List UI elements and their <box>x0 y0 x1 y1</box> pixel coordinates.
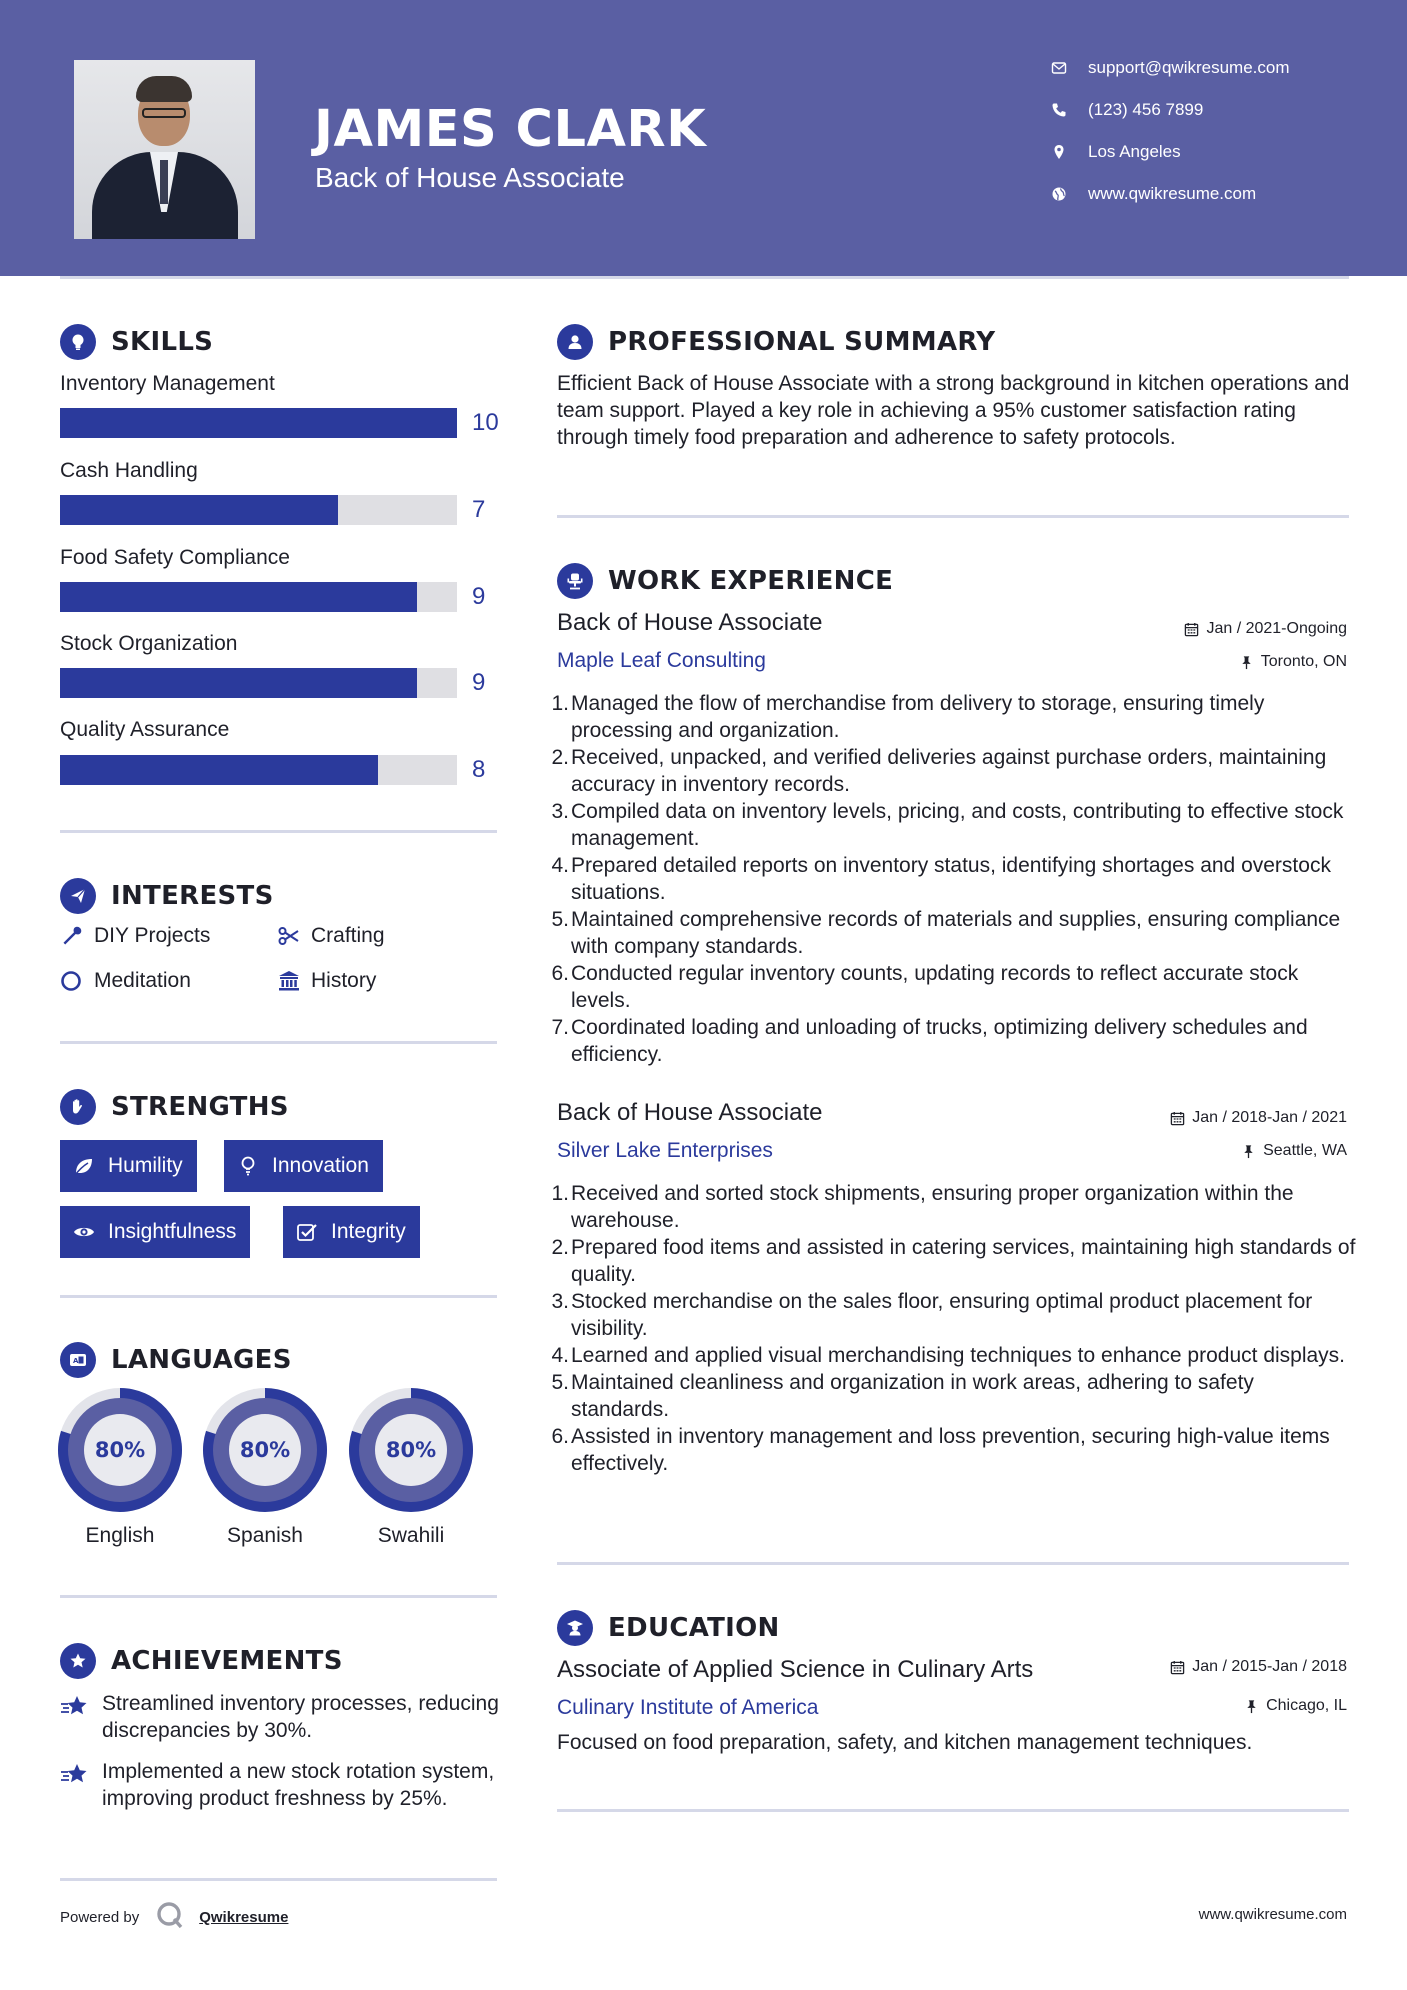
office-chair-icon <box>557 563 593 599</box>
skill-bar <box>60 668 457 698</box>
language-percent: 80% <box>385 1438 437 1462</box>
language-progress-ring <box>349 1388 473 1512</box>
candidate-name: JAMES CLARK <box>314 100 707 159</box>
skill-value: 10 <box>472 409 499 436</box>
job-location <box>1239 653 1347 671</box>
education-heading <box>557 1610 780 1646</box>
strength-label: Innovation <box>272 1154 369 1177</box>
interest-item <box>277 924 385 948</box>
job-bullet: 3. Compiled data on inventory levels, pricing, and costs, contributing to effective stock management. <box>551 800 1344 850</box>
skill-label: Food Safety Compliance <box>60 546 290 569</box>
job-bullet: 1. Received and sorted stock shipments, ensuring proper organization within the warehouse. <box>551 1182 1294 1232</box>
job-bullets <box>551 690 1357 1068</box>
translate-icon <box>60 1342 96 1378</box>
skill-value: 7 <box>472 496 486 523</box>
lightbulb-icon <box>236 1154 260 1178</box>
language-name: English <box>85 1524 155 1547</box>
education-degree: Associate of Applied Science in Culinary Arts <box>557 1656 1034 1683</box>
job-bullet: 5. Maintained comprehensive records of materials and supplies, ensuring compliance with company standards. <box>551 908 1341 958</box>
strength-badge <box>224 1140 383 1192</box>
company-name: Maple Leaf Consulting <box>557 649 766 672</box>
strength-badge <box>60 1140 197 1192</box>
wrench-icon <box>60 924 84 948</box>
interests-title: INTERESTS <box>111 881 274 911</box>
globe-icon <box>1050 185 1068 203</box>
contact-email[interactable] <box>1050 58 1290 78</box>
section-divider <box>557 515 1349 518</box>
section-divider <box>557 1562 1349 1565</box>
paper-plane-icon <box>60 878 96 914</box>
phone-icon <box>1050 101 1068 119</box>
achievement-text: Streamlined inventory processes, reducing discrepancies by 30%. <box>102 1692 499 1742</box>
achievement-item <box>60 1758 500 1812</box>
circle-icon <box>60 969 84 993</box>
interest-item <box>60 969 191 993</box>
language-name: Spanish <box>227 1524 303 1547</box>
calendar-icon <box>1170 1111 1185 1126</box>
pushpin-icon <box>1239 655 1254 670</box>
education-location-text: Chicago, IL <box>1266 1697 1347 1714</box>
strengths-title: STRENGTHS <box>111 1092 289 1122</box>
achievement-text: Implemented a new stock rotation system, improving product freshness by 25%. <box>102 1760 495 1810</box>
company-name: Silver Lake Enterprises <box>557 1139 773 1162</box>
skill-label: Quality Assurance <box>60 718 230 741</box>
section-divider <box>60 830 497 833</box>
contact-email-text: support@qwikresume.com <box>1088 58 1290 77</box>
job-title: Back of House Associate <box>557 1099 823 1126</box>
leaf-icon <box>72 1154 96 1178</box>
languages-title: LANGUAGES <box>111 1345 292 1375</box>
job-bullet: 4. Learned and applied visual merchandising techniques to enhance product displays. <box>551 1344 1346 1367</box>
job-bullet: 2. Received, unpacked, and verified deliveries against purchase orders, maintaining accuracy in inventory records. <box>551 746 1327 796</box>
contact-phone-text: (123) 456 7899 <box>1088 100 1204 119</box>
footer-powered-by <box>60 1900 288 1934</box>
job-bullet: 2. Prepared food items and assisted in catering services, maintaining high standards of quality. <box>551 1236 1356 1286</box>
job-bullet: 1. Managed the flow of merchandise from delivery to storage, ensuring timely processing and organization. <box>551 692 1265 742</box>
skill-bar <box>60 755 457 785</box>
strengths-heading <box>60 1089 289 1125</box>
summary-title: PROFESSIONAL SUMMARY <box>608 327 996 357</box>
strength-badge <box>60 1206 250 1258</box>
language-item <box>203 1388 327 1548</box>
skill-label: Stock Organization <box>60 632 238 655</box>
job-location-text: Toronto, ON <box>1260 653 1347 670</box>
contact-location-text: Los Angeles <box>1088 142 1181 161</box>
skill-label: Cash Handling <box>60 459 198 482</box>
education-date <box>1170 1658 1347 1676</box>
job-location <box>1241 1142 1347 1160</box>
strength-label: Insightfulness <box>108 1220 237 1243</box>
job-date-text: Jan / 2021-Ongoing <box>1206 620 1347 637</box>
header-divider <box>60 276 1349 279</box>
language-name: Swahili <box>377 1524 445 1547</box>
skill-value: 9 <box>472 583 486 610</box>
skills-title: SKILLS <box>111 327 214 357</box>
star-icon <box>60 1760 90 1790</box>
section-divider <box>60 1878 497 1881</box>
job-bullet: 7. Coordinated loading and unloading of trucks, optimizing delivery schedules and efficiency. <box>551 1016 1308 1066</box>
section-divider <box>60 1595 497 1598</box>
star-icon <box>60 1692 90 1722</box>
pushpin-icon <box>1241 1144 1256 1159</box>
section-divider <box>60 1041 497 1044</box>
language-item <box>58 1388 182 1548</box>
skill-bar-fill <box>60 755 378 785</box>
skill-bar <box>60 408 457 438</box>
calendar-icon <box>1184 622 1199 637</box>
summary-text: Efficient Back of House Associate with a strong background in kitchen operations and team support. Played a key role in achieving a 95% customer satisfaction rating through timely food preparation and adherence to safety protocols. <box>557 372 1350 449</box>
language-percent: 80% <box>239 1438 291 1462</box>
eye-icon <box>72 1220 96 1244</box>
language-progress-ring <box>58 1388 182 1512</box>
map-pin-icon <box>1050 143 1068 161</box>
education-date-text: Jan / 2015-Jan / 2018 <box>1192 1658 1347 1675</box>
job-title: Back of House Associate <box>557 609 823 636</box>
education-title: EDUCATION <box>608 1613 780 1643</box>
scissors-icon <box>277 924 301 948</box>
language-progress-ring <box>203 1388 327 1512</box>
interest-label: DIY Projects <box>94 924 211 947</box>
experience-heading <box>557 563 893 599</box>
calendar-icon <box>1170 1660 1185 1675</box>
graduate-icon <box>557 1610 593 1646</box>
job-bullet: 3. Stocked merchandise on the sales floor, ensuring optimal product placement for visibility. <box>551 1290 1313 1340</box>
language-percent: 80% <box>94 1438 146 1462</box>
candidate-title: Back of House Associate <box>315 162 625 193</box>
envelope-icon <box>1050 59 1068 77</box>
skill-label: Inventory Management <box>60 372 275 395</box>
job-bullet: 6. Conducted regular inventory counts, updating records to reflect accurate stock levels. <box>551 962 1299 1012</box>
education-description: Focused on food preparation, safety, and kitchen management techniques. <box>557 1731 1253 1754</box>
skill-bar-fill <box>60 495 338 525</box>
skill-bar-fill <box>60 582 417 612</box>
pushpin-icon <box>1244 1699 1259 1714</box>
language-item <box>349 1388 473 1548</box>
achievement-item <box>60 1690 500 1744</box>
skill-bar-fill <box>60 668 417 698</box>
contact-location <box>1050 142 1181 162</box>
strength-label: Humility <box>108 1154 183 1177</box>
achievements-title: ACHIEVEMENTS <box>111 1646 343 1676</box>
hand-icon <box>60 1089 96 1125</box>
resume-header <box>0 0 1407 276</box>
section-divider <box>60 1295 497 1298</box>
summary-heading <box>557 324 995 360</box>
education-school: Culinary Institute of America <box>557 1696 819 1719</box>
skills-heading <box>60 324 213 360</box>
interest-item <box>277 969 376 993</box>
skill-value: 8 <box>472 756 486 783</box>
languages-heading <box>60 1342 292 1378</box>
skill-value: 9 <box>472 669 486 696</box>
qwikresume-logo-icon <box>155 1900 185 1934</box>
job-bullet: 4. Prepared detailed reports on inventory status, identifying shortages and overstock situations. <box>551 854 1331 904</box>
footer-url[interactable]: www.qwikresume.com <box>1198 1906 1347 1923</box>
job-bullet: 5. Maintained cleanliness and organization in work areas, adhering to safety standards. <box>551 1371 1254 1421</box>
job-date <box>1184 620 1347 638</box>
interest-label: History <box>311 969 377 992</box>
job-date <box>1170 1109 1347 1127</box>
check-square-icon <box>295 1220 319 1244</box>
experience-title: WORK EXPERIENCE <box>608 566 894 596</box>
strength-badge <box>283 1206 420 1258</box>
svg-text:A: A <box>73 1357 79 1365</box>
skill-bar <box>60 582 457 612</box>
interest-item <box>60 924 210 948</box>
powered-by-text: Powered by <box>60 1908 140 1926</box>
education-location <box>1244 1697 1347 1715</box>
qwikresume-link[interactable]: Qwikresume <box>199 1908 289 1926</box>
job-date-text: Jan / 2018-Jan / 2021 <box>1192 1109 1347 1126</box>
contact-website[interactable] <box>1050 184 1256 204</box>
achievements-heading <box>60 1643 343 1679</box>
star-badge-icon <box>60 1643 96 1679</box>
job-location-text: Seattle, WA <box>1263 1142 1347 1159</box>
contact-phone[interactable] <box>1050 100 1203 120</box>
skill-bar <box>60 495 457 525</box>
skill-bar-fill <box>60 408 457 438</box>
job-bullets <box>551 1180 1357 1477</box>
profile-photo <box>74 60 255 239</box>
job-bullet: 6. Assisted in inventory management and loss prevention, securing high-value items effectively. <box>551 1425 1330 1475</box>
interest-label: Meditation <box>94 969 191 992</box>
section-divider <box>557 1809 1349 1812</box>
bank-icon <box>277 969 301 993</box>
strength-label: Integrity <box>331 1220 406 1243</box>
user-icon <box>557 324 593 360</box>
interests-heading <box>60 878 274 914</box>
interest-label: Crafting <box>311 924 385 947</box>
contact-website-text: www.qwikresume.com <box>1088 184 1257 203</box>
lightbulb-icon <box>60 324 96 360</box>
